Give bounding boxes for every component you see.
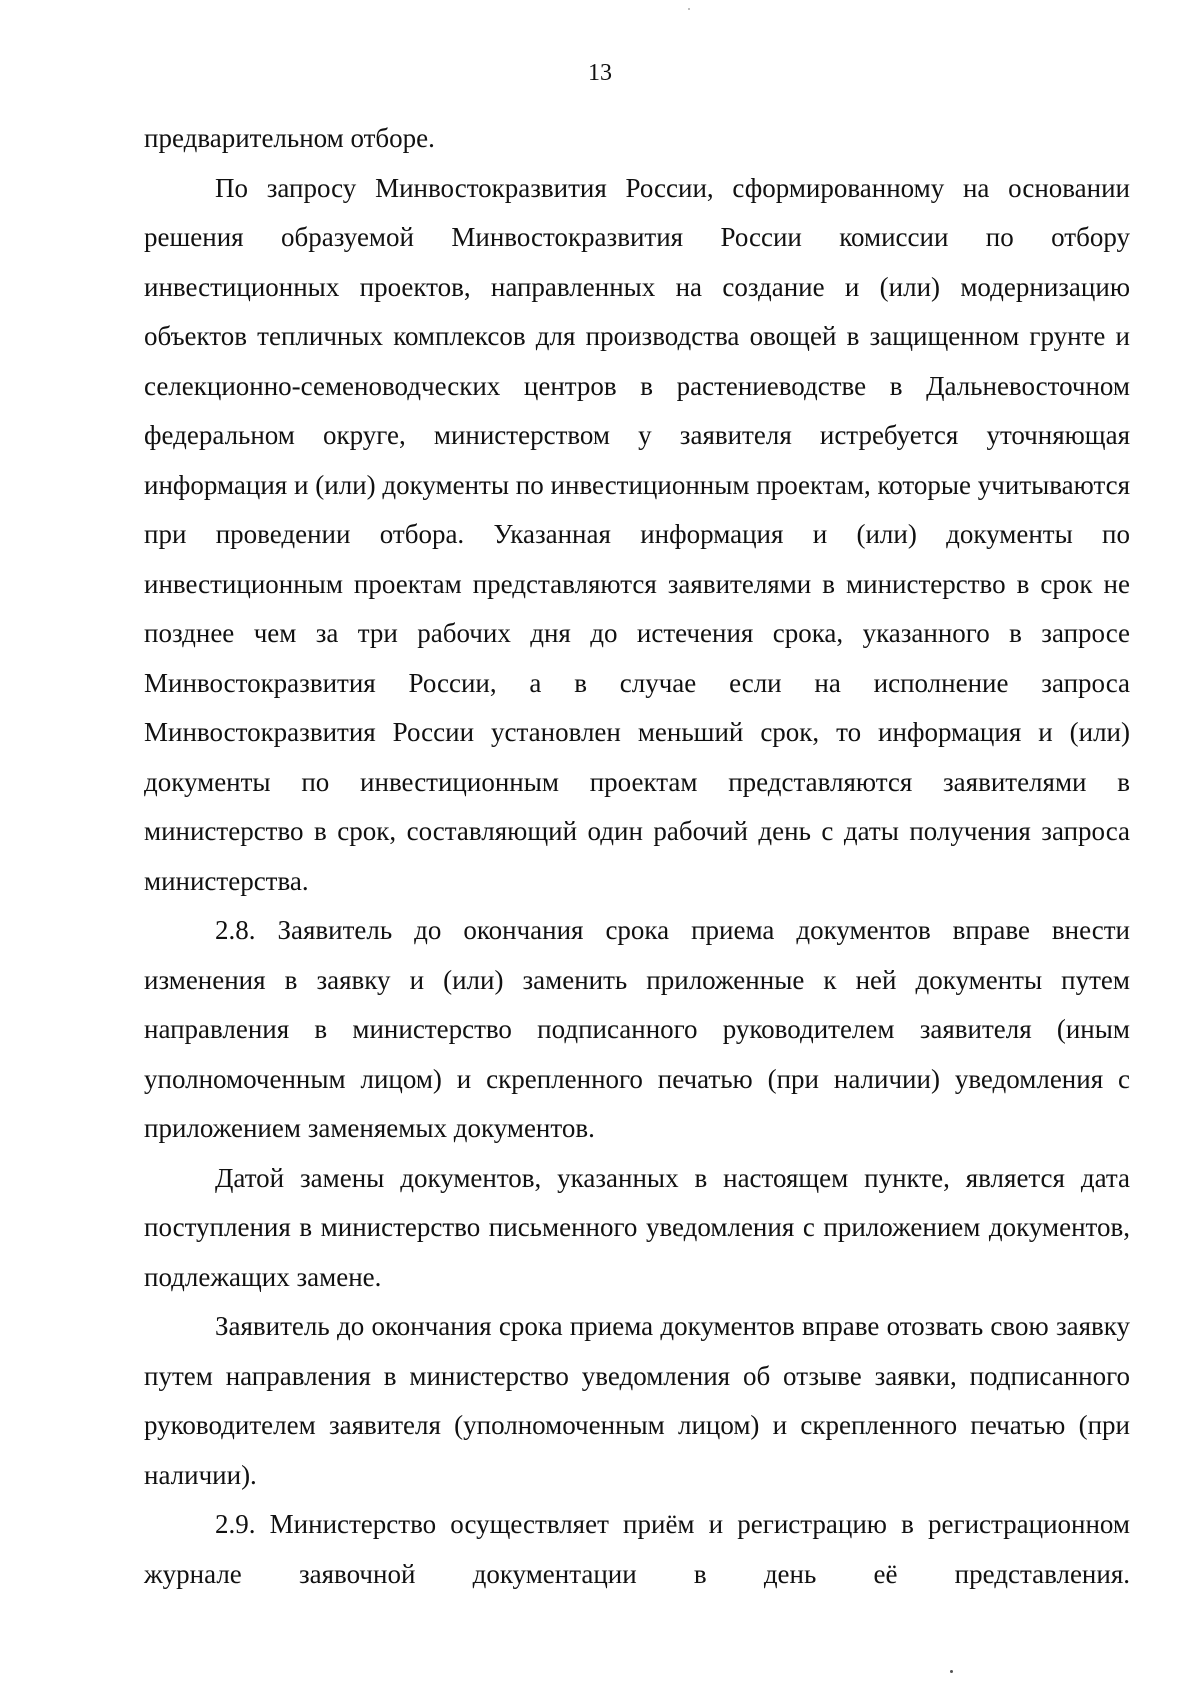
paragraph-continuation: предварительном отборе. [144,123,435,153]
page-number: 13 [588,60,612,86]
paragraph-replacement-date: Датой замены документов, указанных в настоящем пункте, является дата поступления в министерство письменного уведомления с приложением документов, подлежащих замене. [144,1162,1130,1292]
paragraph-2-8-amendments: 2.8. Заявитель до окончания срока приема документов вправе внести изменения в заявку и (или) заменить приложенные к ней документы путем направления в министерство подписанного руководителем заявителя (иным уполномоченным лицом) и скрепленного печатью (при наличии) уведомления с приложением заменяемых документов. [144,915,1130,1143]
document-body [144,114,1130,1599]
paragraph-application-withdrawal: Заявитель до окончания срока приема документов вправе отозвать свою заявку путем направления в министерство уведомления об отзыве заявки, подписанного руководителем заявителя (уполномоченным лицом) и скрепленного печатью (при наличии). [144,1311,1130,1490]
paragraph-2-9-registration: 2.9. Министерство осуществляет приём и регистрацию в регистрационном журнале заявочной документации в день её представления. [144,1509,1130,1589]
paragraph-information-request: По запросу Минвостокразвития России, сформированному на основании решения образуемой Минвостокразвития России комиссии по отбору инвестиционных проектов, направленных на создание и (или) модернизацию объектов тепличных комплексов для производства овощей в защищенном грунте и селекционно-семеноводческих центров в растениеводстве в Дальневосточном федеральном округе, министерством у заявителя истребуется уточняющая информация и (или) документы по инвестиционным проектам, которые учитываются при проведении отбора. Указанная информация и (или) документы по инвестиционным проектам представляются заявителями в министерство в срок не позднее чем за три рабочих дня до истечения срока, указанного в запросе Минвостокразвития России, а в случае если на исполнение запроса Минвостокразвития России установлен меньший срок, то информация и (или) документы по инвестиционным проектам представляются заявителями в министерство в срок, составляющий один рабочий день с даты получения запроса министерства. [144,172,1130,896]
scan-speck [688,8,690,10]
scan-speck [950,1670,953,1673]
